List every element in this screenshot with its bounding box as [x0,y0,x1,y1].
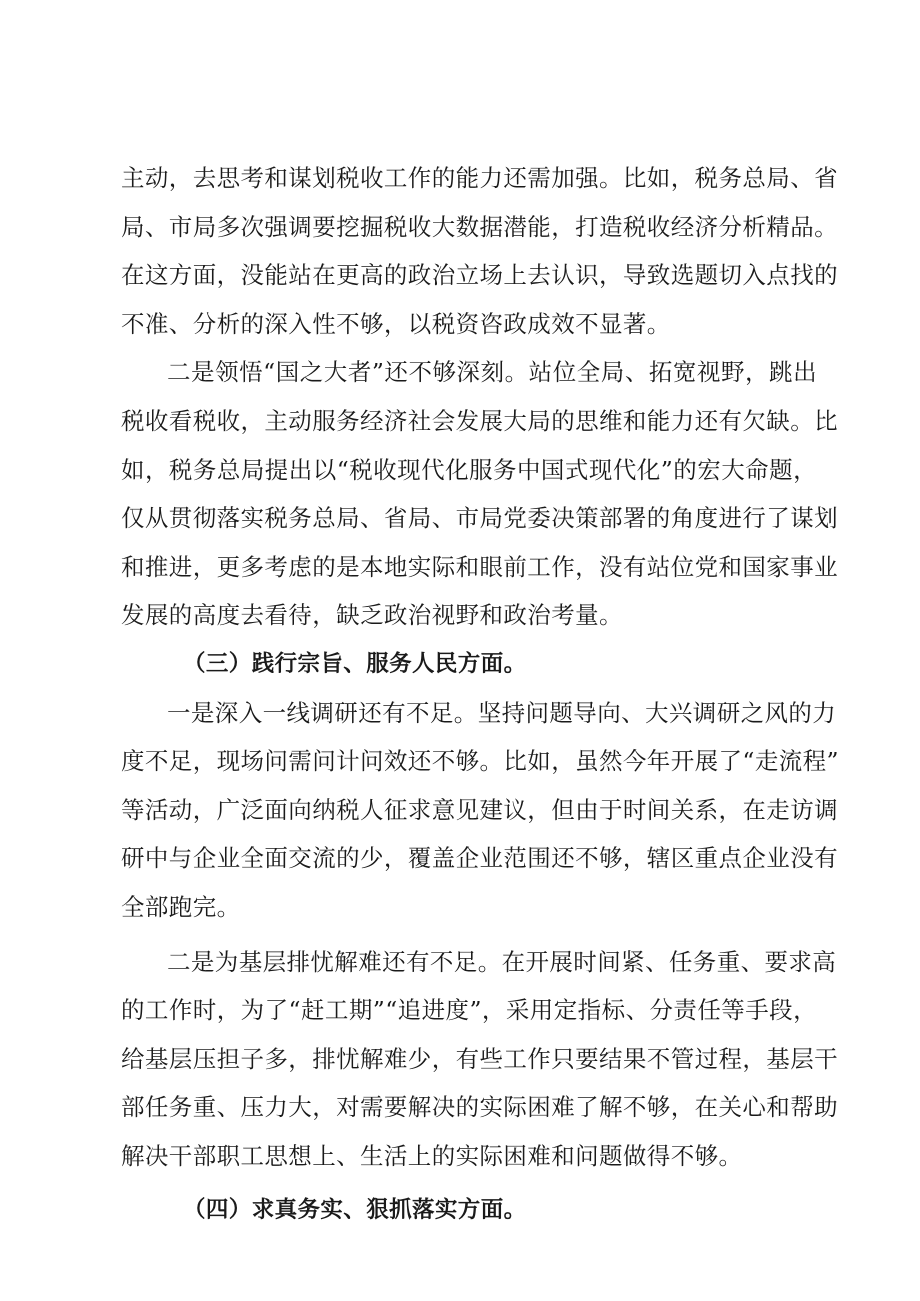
text-line: 发展的高度去看待，缺乏政治视野和政治考量。 [121,601,623,630]
text-line: 度不足，现场问需问计问效还不够。比如，虽然今年开展了“走流程” [121,747,839,776]
paragraph [121,689,839,932]
text-line: 和推进，更多考虑的是本地实际和眼前工作，没有站位党和国家事业 [121,552,838,581]
text-line: 研中与企业全面交流的少，覆盖企业范围还不够，辖区重点企业没有 [121,844,838,873]
text-line: 二是领悟“国之大者”还不够深刻。站位全局、拓宽视野，跳出 [167,358,817,387]
text-line: 等活动，广泛面向纳税人征求意见建议，但由于时间关系，在走访调 [121,795,838,824]
text-line: 全部跑完。 [121,892,241,921]
text-line: 给基层压担子多，排忧解难少，有些工作只要结果不管过程，基层干 [121,1044,838,1073]
text-line: 局、市局多次强调要挖掘税收大数据潜能，打造税收经济分析精品。 [121,212,838,241]
paragraph [121,938,838,1181]
text-line: 在这方面，没能站在更高的政治立场上去认识，导致选题切入点找的 [121,261,838,290]
text-line: 的工作时，为了“赶工期”“追进度”，采用定指标、分责任等手段， [121,996,817,1025]
text-line: 如，税务总局提出以“税收现代化服务中国式现代化”的宏大命题， [121,455,817,484]
text-line: 部任务重、压力大，对需要解决的实际困难了解不够，在关心和帮助 [121,1093,838,1122]
text-line: 解决干部职工思想上、生活上的实际困难和问题做得不够。 [121,1141,743,1170]
text-line: 税收看税收，主动服务经济社会发展大局的思维和能力还有欠缺。比 [121,406,838,435]
paragraph [121,348,838,640]
text-line: 仅从贯彻落实税务总局、省局、市局党委决策部署的角度进行了谋划 [121,504,838,533]
text-line: 主动，去思考和谋划税收工作的能力还需加强。比如，税务总局、省 [121,164,838,192]
document-body [121,154,839,1235]
paragraph [121,154,838,348]
text-line: 二是为基层排忧解难还有不足。在开展时间紧、任务重、要求高 [167,947,837,976]
text-line: 一是深入一线调研还有不足。坚持问题导向、大兴调研之风的力 [167,698,837,727]
section-heading: （四）求真务实、狠抓落实方面。 [183,1197,527,1224]
text-line: 不准、分析的深入性不够，以税资咨政成效不显著。 [121,309,671,338]
section-heading: （三）践行宗旨、服务人民方面。 [183,650,527,677]
